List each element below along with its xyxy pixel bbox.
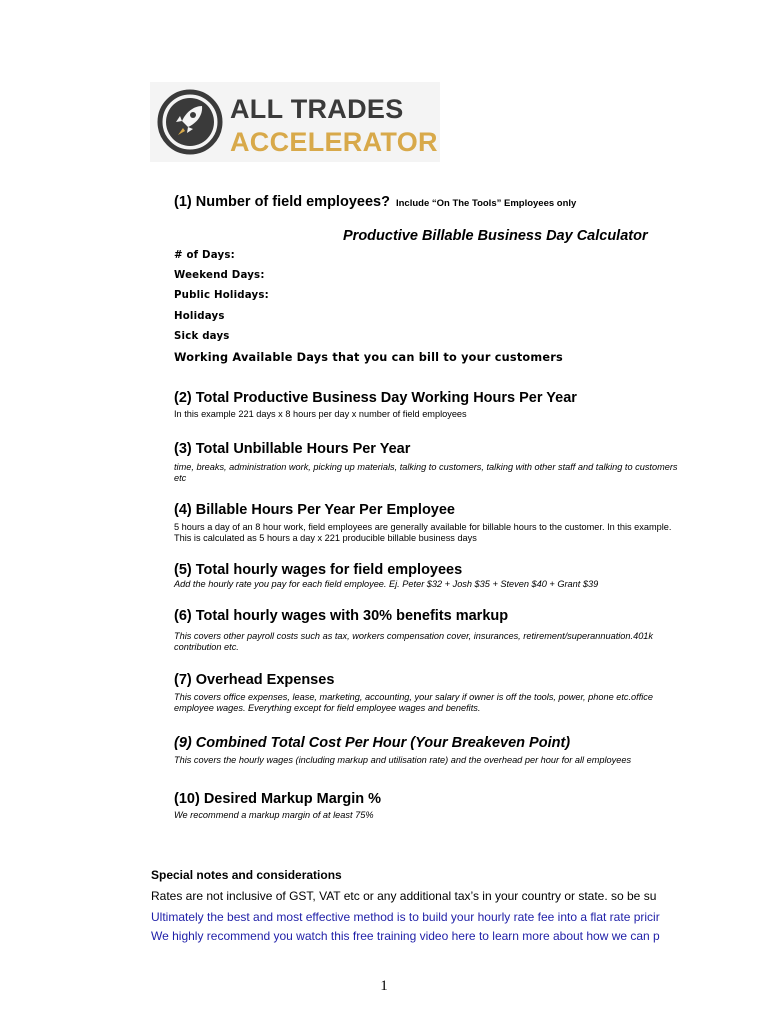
days-row-holidays: Holidays bbox=[174, 311, 225, 322]
page-number: 1 bbox=[380, 978, 388, 994]
section-5-title: (5) Total hourly wages for field employees bbox=[174, 562, 463, 578]
section-9-description: This covers the hourly wages (including markup and utilisation rate) and the overhead per hour for all employees bbox=[174, 755, 632, 765]
days-row-public-holidays: Public Holidays: bbox=[174, 290, 269, 301]
question-1-title: (1) Number of field employees? bbox=[174, 194, 390, 210]
question-1-heading bbox=[174, 194, 576, 210]
section-4-title: (4) Billable Hours Per Year Per Employee bbox=[174, 502, 455, 518]
section-6-description: This covers other payroll costs such as tax, workers compensation cover, insurances, retirement/superannuation.401k contribution etc. bbox=[174, 631, 654, 652]
special-notes-heading: Special notes and considerations bbox=[151, 868, 342, 882]
section-6-title: (6) Total hourly wages with 30% benefits markup bbox=[174, 608, 509, 624]
working-days-label: Working Available Days that you can bill to your customers bbox=[174, 351, 563, 364]
section-2-title: (2) Total Productive Business Day Working Hours Per Year bbox=[174, 390, 577, 406]
section-10-description: We recommend a markup margin of at least 75% bbox=[174, 810, 374, 820]
section-3-title: (3) Total Unbillable Hours Per Year bbox=[174, 441, 411, 457]
section-7-title: (7) Overhead Expenses bbox=[174, 672, 335, 688]
section-5-description: Add the hourly rate you pay for each field employee. Ej. Peter $32 + Josh $35 + Steven $40 + Grant $39 bbox=[174, 579, 599, 589]
section-9-title: (9) Combined Total Cost Per Hour (Your Breakeven Point) bbox=[174, 735, 571, 751]
section-2-description: In this example 221 days x 8 hours per day x number of field employees bbox=[174, 409, 467, 419]
section-3-description: time, breaks, administration work, picking up materials, talking to customers, talking with other staff and talking to customers etc bbox=[174, 462, 678, 483]
question-1-note: Include “On The Tools” Employees only bbox=[395, 198, 577, 209]
section-4-description: 5 hours a day of an 8 hour work, field employees are generally available for billable hours to the customer. In this example. This is calculated as 5 hours a day x 221 producible billable business days bbox=[174, 522, 672, 543]
days-row-sick-days: Sick days bbox=[174, 331, 230, 342]
logo-text-line2: ACCELERATOR bbox=[230, 127, 438, 157]
special-note-tax: Rates are not inclusive of GST, VAT etc or any additional tax’s in your country or state. so be su bbox=[151, 889, 657, 903]
section-7-description: This covers office expenses, lease, marketing, accounting, your salary if owner is off the tools, power, phone etc.office employee wages. Everything except for field employee wages and benefits. bbox=[174, 692, 654, 713]
special-note-training-video-link[interactable]: We highly recommend you watch this free training video here to learn more about how we can p bbox=[151, 929, 660, 943]
rocket-icon bbox=[156, 88, 224, 156]
section-10-title: (10) Desired Markup Margin % bbox=[174, 791, 382, 807]
logo-text-line1: ALL TRADES bbox=[230, 94, 404, 124]
days-row-count: # of Days: bbox=[174, 250, 235, 261]
company-logo bbox=[150, 82, 440, 162]
special-note-flat-rate-link[interactable]: Ultimately the best and most effective method is to build your hourly rate fee into a flat rate pricir bbox=[151, 910, 660, 924]
calculator-title: Productive Billable Business Day Calculator bbox=[343, 228, 648, 244]
days-row-weekend: Weekend Days: bbox=[174, 270, 265, 281]
